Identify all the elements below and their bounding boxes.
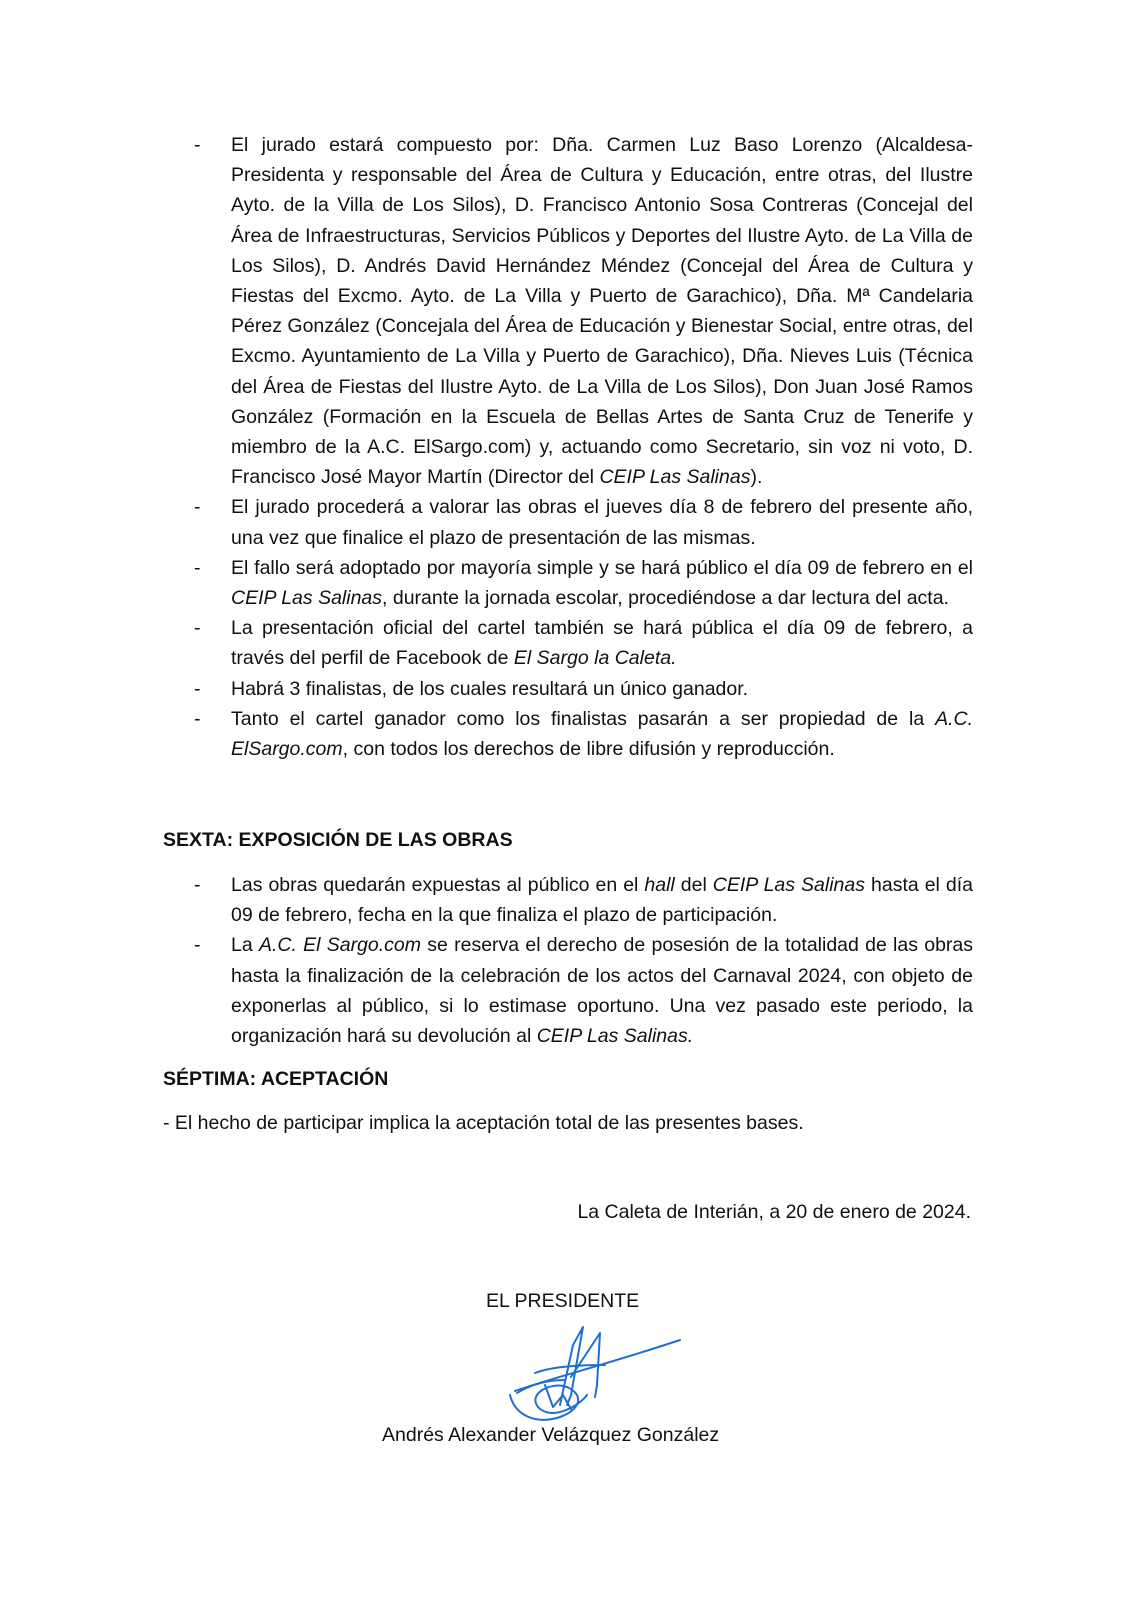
bullet-dash: - [194,134,201,156]
bullet-dash: - [194,707,201,730]
text-run: del [674,874,713,896]
list-item [163,674,973,704]
list-item [163,130,973,492]
text-run: , con todos los derechos de libre difusión y reproducción. [342,738,835,761]
italic-text: CEIP Las Salinas. [536,1025,694,1048]
bullet-dash: - [194,617,201,640]
text-run: Tanto el cartel ganador como los finalistas pasarán a ser propiedad de la [231,707,936,730]
date-line: La Caleta de Interián, a 20 de enero de 2024. [577,1201,971,1223]
section-heading-septima: SÉPTIMA: ACEPTACIÓN [163,1068,389,1090]
text-run: hasta el día 09 de febrero, fecha en la que finaliza el plazo de participación. [231,874,974,927]
text-run: El jurado estará compuesto por: Dña. Carmen Luz Baso Lorenzo (Alcaldesa-Presidenta y responsable del Área de Cultura y Educación, entre otras, del Ilustre Ayto. de la Villa de Los Silos), D. Francisco Antonio Sosa Contreras (Concejal del Área de Infraestructuras, Servicios Públicos y Deportes del Ilustre Ayto. de La Villa de Los Silos), D. Andrés David Hernández Méndez (Concejal del Área de Cultura y Fiestas del Excmo. Ayto. de La Villa y Puerto de Garachico), Dña. Mª Candelaria Pérez González (Concejala del Área de Educación y Bienestar Social, entre otras, del Excmo. Ayuntamiento de La Villa y Puerto de Garachico), Dña. Nieves Luis (Técnica del Área de Fiestas del Ilustre Ayto. de La Villa de Los Silos), Don Juan José Ramos González (Formación en la Escuela de Bellas Artes de Santa Cruz de Tenerife y miembro de la A.C. ElSargo.com) y, actuando como Secretario, sin voz ni voto, D. Francisco José Mayor Martín (Director del [231,134,973,489]
list-item [163,930,973,1051]
text-run: La [231,934,259,957]
signature-image [505,1325,690,1435]
list-item [163,613,973,673]
text-run: El jurado procederá a valorar las obras el jueves día 8 de febrero del presente año, una vez que finalice el plazo de presentación de las mismas. [231,496,973,549]
text-run: Habrá 3 finalistas, de los cuales resultará un único ganador. [231,677,749,700]
bullet-dash: - [194,556,201,579]
text-run: se reserva el derecho de posesión de la totalidad de las obras hasta la finalización de la celebración de los actos del Carnaval 2024, con objeto de exponerlas al público, si lo estimase oportuno. Una vez pasado este periodo, la organización hará su devolución al [231,934,974,1048]
italic-text: hall [644,874,675,896]
text-run: La presentación oficial del cartel también se hará pública el día 09 de febrero, a través del perfil de Facebook de [231,617,973,670]
list-exposicion [163,870,973,1051]
italic-text: CEIP Las Salinas [231,587,383,610]
bullet-list [163,130,973,764]
bullet-dash: - [194,496,201,519]
text-run: , durante la jornada escolar, procediéndose a dar lectura del acta. [382,587,949,610]
signature-name: Andrés Alexander Velázquez González [382,1424,720,1446]
italic-text: El Sargo la Caleta. [513,647,677,670]
signature-title: EL PRESIDENTE [486,1290,640,1312]
bullet-dash: - [194,677,201,700]
bullet-dash: - [194,934,201,957]
list-jurado [163,130,973,764]
bullet-list [163,870,973,1051]
italic-text: A.C. ElSargo.com [231,707,973,761]
bullet-dash: - [194,874,201,896]
list-item [163,870,973,930]
list-item [163,492,973,552]
text-run: El fallo será adoptado por mayoría simple y se hará público el día 09 de febrero en el [231,556,973,579]
italic-text: CEIP Las Salinas [599,466,751,489]
text-run: ). [750,466,763,489]
section-heading-sexta: SEXTA: EXPOSICIÓN DE LAS OBRAS [163,829,513,851]
aceptacion-text: - El hecho de participar implica la aceptación total de las presentes bases. [163,1112,804,1134]
list-item [163,553,973,613]
list-item [163,704,973,764]
italic-text: CEIP Las Salinas [712,874,865,896]
italic-text: A.C. El Sargo.com [258,934,422,957]
text-run: Las obras quedarán expuestas al público en el [231,874,645,896]
